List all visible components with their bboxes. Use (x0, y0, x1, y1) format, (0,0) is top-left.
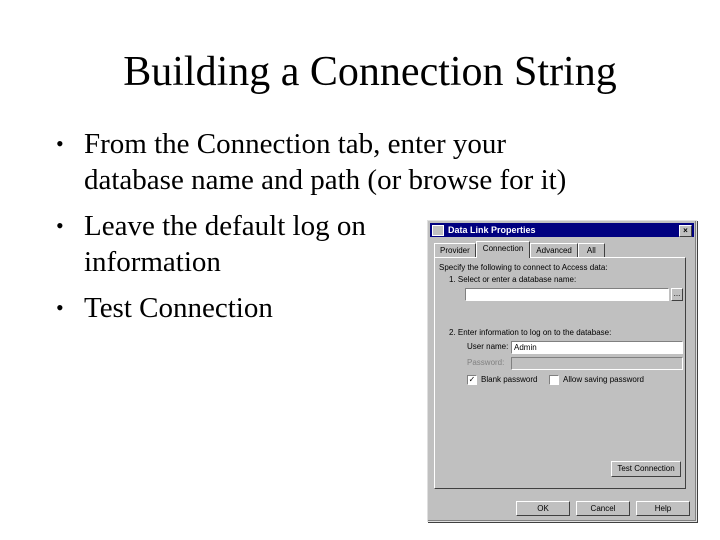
browse-button[interactable]: ... (671, 288, 683, 301)
bullet-text: From the Connection tab, enter your database name and path (or browse for it) (84, 128, 567, 196)
user-name-label: User name: (467, 342, 509, 351)
blank-password-checkbox[interactable]: ✓ (468, 375, 476, 384)
step1-label: 1. Select or enter a database name: (449, 275, 577, 284)
help-button[interactable]: Help (636, 501, 690, 516)
bullet-item (56, 208, 404, 280)
bullet-text: Test Connection (84, 292, 273, 324)
close-button[interactable]: × (679, 225, 692, 237)
intro-text: Specify the following to connect to Access data: (439, 263, 608, 272)
bullet-item (56, 126, 584, 198)
cancel-button[interactable]: Cancel (576, 501, 630, 516)
tab-all[interactable]: All (578, 243, 605, 258)
data-link-properties-dialog (427, 220, 697, 522)
user-name-input[interactable]: Admin (511, 341, 683, 354)
database-name-input[interactable] (465, 288, 669, 301)
slide-title: Building a Connection String (123, 49, 617, 95)
password-input[interactable] (511, 357, 683, 370)
bullet-text: Leave the default log on information (84, 210, 366, 278)
bullet-icon: • (56, 131, 64, 156)
window-icon (432, 225, 444, 236)
blank-password-label: Blank password (481, 375, 538, 384)
step2-label: 2. Enter information to log on to the database: (449, 328, 612, 337)
bullet-item (56, 290, 404, 326)
bullet-icon: • (56, 213, 64, 238)
allow-saving-password-checkbox[interactable] (549, 375, 559, 385)
test-connection-button[interactable]: Test Connection (611, 461, 681, 477)
bullet-icon: • (56, 295, 64, 320)
allow-saving-password-label: Allow saving password (563, 375, 644, 384)
tab-strip (434, 241, 605, 257)
tab-provider[interactable]: Provider (434, 243, 476, 258)
dialog-title: Data Link Properties (448, 225, 536, 235)
tab-connection[interactable]: Connection (476, 241, 530, 258)
connection-panel (434, 257, 686, 489)
tab-advanced[interactable]: Advanced (530, 243, 578, 258)
ok-button[interactable]: OK (516, 501, 570, 516)
password-label: Password: (467, 358, 505, 367)
dialog-titlebar[interactable] (430, 223, 694, 237)
